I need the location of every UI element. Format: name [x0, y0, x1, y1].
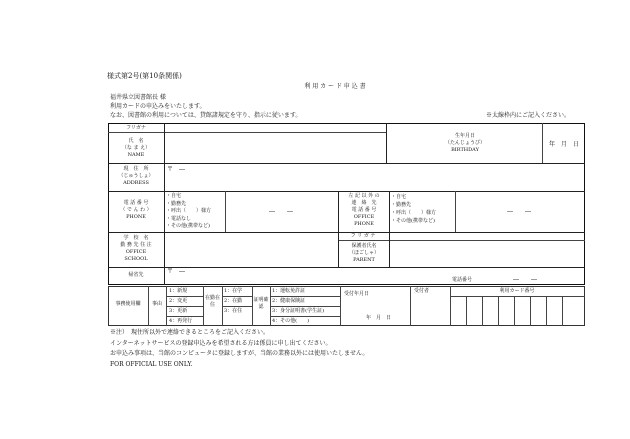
card-number-label: 利用カード番号 — [499, 288, 535, 294]
footer-note-2: インターネットサービスの登録申込みを希望される方は係員に申し出てください。 — [110, 340, 332, 347]
received-date-label: 受付年月日 — [344, 291, 370, 297]
office-usage-label: 事務使用欄 — [115, 301, 141, 307]
furigana-label: フリガナ — [126, 125, 146, 131]
guardian-furigana-label: フ リ ガ ナ — [350, 233, 376, 239]
footer-note-1: ※注） 現住所以外で連絡できるところをご記入ください。 — [110, 329, 270, 336]
birthday-field[interactable]: 年 月 日 — [549, 141, 580, 148]
alt-phone-number-field[interactable]: ― ― — [506, 208, 532, 215]
guardian-name-field[interactable] — [391, 242, 583, 265]
proof-option-id[interactable]: 3：身分証明書(学生証) — [272, 308, 325, 314]
proof-label: 証明確認 — [253, 297, 269, 310]
phone-label: 電 話 番 号 （ で ん わ ） PHONE — [120, 200, 152, 220]
birthday-label: 生年月日 （たんじょうび） BIRTHDAY — [444, 133, 485, 153]
instruction-note: ※太線枠内にご記入ください。 — [486, 112, 571, 119]
addressee: 福井県立図書館長 様 — [110, 94, 166, 101]
reason-option-reissue[interactable]: 4：再発行 — [169, 318, 193, 324]
alt-phone-label: 左 記 以 外 の 連 絡 先 電 話 番 号 OFFICE PHONE — [348, 193, 380, 227]
received-date-field[interactable]: 年 月 日 — [366, 315, 392, 321]
guardian-label: 保護者氏名 （ほごしゃ） PARENT — [348, 243, 379, 263]
receiver-label: 受付者 — [414, 288, 430, 294]
return-phone-field[interactable]: ― ― — [512, 276, 538, 283]
proof-option-license[interactable]: 1：運転免許証 — [272, 288, 306, 294]
name-label: 氏 名 （な ま え） NAME — [121, 138, 151, 158]
status-option-work[interactable]: 2：在勤 — [224, 298, 243, 304]
reason-option-new[interactable]: 1：新規 — [169, 288, 188, 294]
proof-option-other[interactable]: 4：その他( ) — [272, 318, 310, 324]
address-label: 現 住 所 （じゅうしょ） ADDRESS — [118, 166, 154, 186]
footer-note-4: FOR OFFICIAL USE ONLY. — [110, 361, 193, 368]
intro-line-1: 利用カードの申込みをいたします。 — [110, 103, 206, 110]
return-address-postal[interactable]: 〒 ― — [167, 268, 186, 275]
address-postal[interactable]: 〒 ― — [167, 166, 186, 173]
reason-option-renew[interactable]: 3：更新 — [169, 308, 188, 314]
return-address-label: 帰省先 — [128, 272, 144, 278]
status-option-resident[interactable]: 3：在住 — [224, 308, 243, 314]
intro-line-2: なお、図書館の利用については、貸館諸規定を守り、指示に従います。 — [110, 112, 302, 119]
status-label: 在勤在住 — [204, 295, 220, 308]
alt-phone-type-options[interactable]: ・自宅 ・勤務先 ・呼出（ ）様方 ・その他(携帯など) — [391, 194, 437, 224]
phone-number-field[interactable]: ― ― — [268, 208, 294, 215]
form-number: 様式第2号(第10条関係) — [107, 72, 182, 80]
reason-option-change[interactable]: 2：変更 — [169, 298, 188, 304]
school-field[interactable] — [166, 234, 336, 265]
name-field[interactable] — [166, 133, 384, 161]
school-label: 学 校 名 勤 務 先 住 注 OFFICE SCHOOL — [120, 235, 152, 262]
status-option-school[interactable]: 1：在学 — [224, 288, 243, 294]
proof-option-insurance[interactable]: 2：健康保険証 — [272, 298, 306, 304]
phone-type-options[interactable]: ・自宅 ・勤務先 ・呼出（ ）様方 ・電話なし ・その他(携帯など) — [166, 193, 212, 229]
footer-note-3: お申込み事項は、当館のコンピュータに登録しますが、当館の業務以外には使用いたしません。 — [110, 350, 369, 357]
reason-label: 事由 — [151, 301, 163, 307]
form-title: 利 用 カ ー ド 申 込 書 — [304, 83, 366, 90]
return-phone-label: 電話番号 — [452, 277, 473, 283]
